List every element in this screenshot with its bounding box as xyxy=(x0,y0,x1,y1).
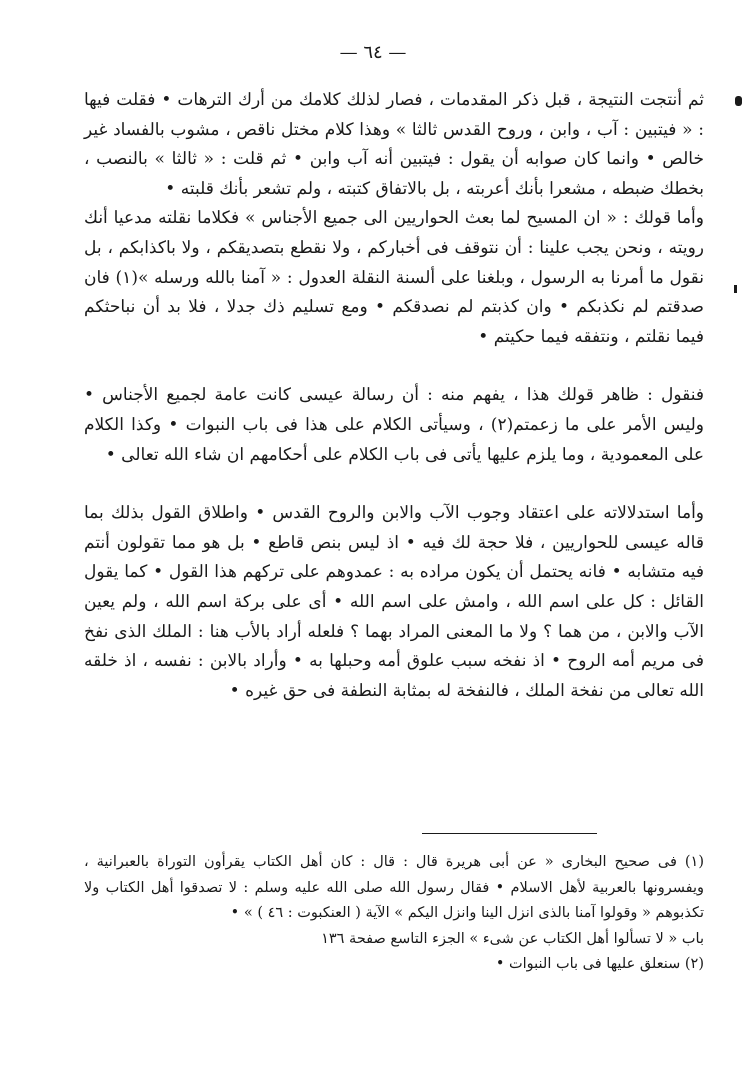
footnote: (١) فى صحيح البخارى « عن أبى هريرة قال : قال : كان أهل الكتاب يقرأون التوراة بالعبرانية ، ويفسرونها بالعربية لأهل الاسلام • فقال رسول الله صلى الله عليه وسلم : لا تصدقوا أهل الكتاب ولا تكذبوهم « وقولوا آمنا بالذى انزل الينا وانزل اليكم » الآية ( العنكبوت : ٤٦ ) » • xyxy=(84,854,704,921)
footnote-reference: باب « لا تسألوا أهل الكتاب عن شىء » الجزء التاسع صفحة ١٣٦ xyxy=(321,930,704,947)
scan-mark xyxy=(734,285,737,293)
footnotes xyxy=(84,850,704,978)
footnote: (٢) سنعلق عليها فى باب النبوات • xyxy=(495,956,704,972)
scan-mark xyxy=(735,96,742,106)
paragraph: فنقول : ظاهر قولك هذا ، يفهم منه : أن رسالة عيسى كانت عامة لجميع الأجناس • وليس الأمر على ما زعمتم(٢) ، وسيأتى الكلام على هذا فى باب النبوات • وكذا الكلام على المعمودية ، وما يلزم عليها يأتى فى باب الكلام على أحكامهم ان شاء الله تعالى • xyxy=(84,385,704,465)
paragraph: ثم أنتجت النتيجة ، قبل ذكر المقدمات ، فصار لذلك كلامك من أرك الترهات • فقلت فيها : « فيتبين : آب ، وابن ، وروح القدس ثالثا » وهذا كلام مختل ناقص ، مشوب بالفساد غير خالص • وانما كان صوابه أن يقول : فيتبين أنه آب وابن • ثم قلت : « ثالثا » بالنصب ، بخطك ضبطه ، مشعرا بأنك أعربته ، بل بالاتفاق كتبته ، ولم تشعر بأنك قلبته • xyxy=(84,90,704,199)
paragraph: وأما قولك : « ان المسيح لما بعث الحواريين الى جميع الأجناس » فكلاما نقلته مدعيا أنك رويته ، ونحن يجب علينا : أن نتوقف فى أخباركم ، ولا نقطع بتصديقكم ، ولا باكذابكم ، بل نقول ما أمرنا به الرسول ، وبلغنا على ألسنة النقلة العدول : « آمنا بالله ورسله »(١) فان صدقتم لم نكذبكم • وان كذبتم لم نصدقكم • ومع تسليم ذك جدلا ، فلا بد أن نباحثكم فيما نقلتم ، ونتفقه فيما حكيتم • xyxy=(84,208,704,347)
main-text xyxy=(84,86,704,706)
paragraph: وأما استدلالاته على اعتقاد وجوب الآب والابن والروح القدس • واطلاق القول بذلك بما قاله عيسى للحواريين ، فلا حجة لك فيه • اذ ليس بنص قاطع • بل هو مما تقولون أنتم فيه متشابه • فانه يحتمل أن يكون مراده به : عمدوهم على تركهم هذا القول • كما يقول القائل : كل على اسم الله ، وامش على اسم الله • أى على بركة اسم الله ، ولم يعين الآب والابن ، من هما ؟ ولا ما المعنى المراد بهما ؟ فلعله أراد بالأب هنا : الملك الذى نفخ فى مريم أمه الروح • اذ نفخه سبب علوق أمه وحبلها به • وأراد بالابن : نفسه ، اذ خلقه الله تعالى من نفخة الملك ، فالنفخة له بمثابة النطفة فى حق غيره • xyxy=(84,503,704,701)
footnote-divider xyxy=(422,833,597,834)
page-number: — ٦٤ — xyxy=(339,42,407,63)
